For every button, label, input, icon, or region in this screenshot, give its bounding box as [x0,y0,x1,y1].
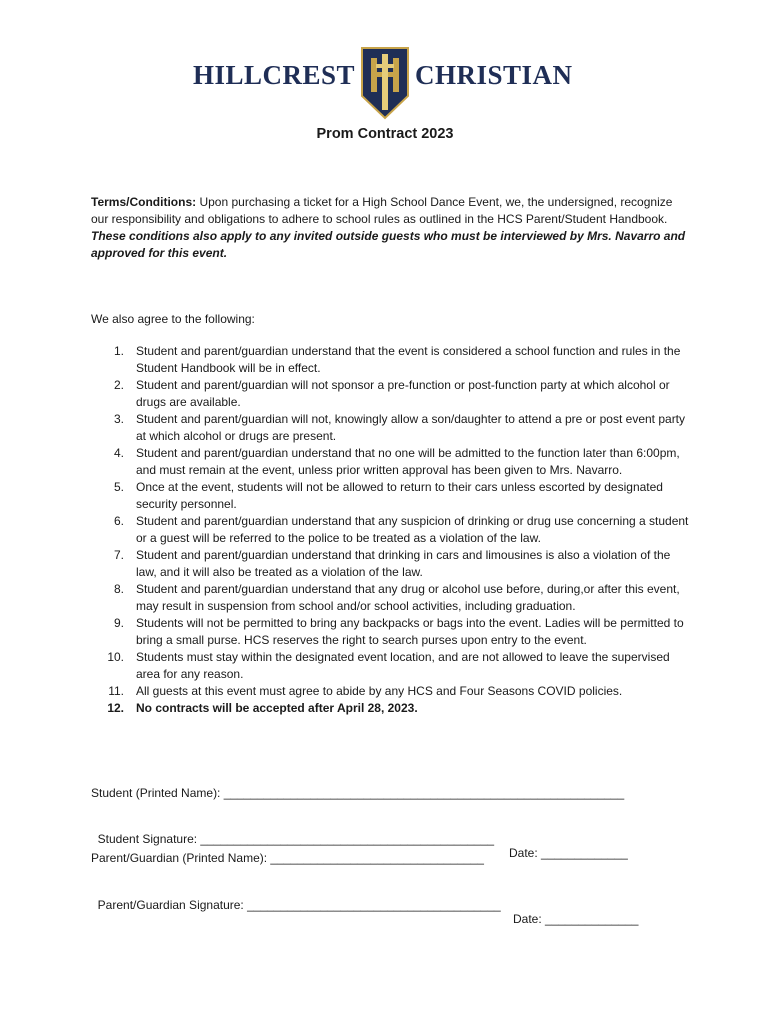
terms-text: Upon purchasing a ticket for a High School Dance Event, we, the undersigned, recognize our responsibility and obligations to adhere to school rules as outlined in the HCS Parent/Student Handbook. [91,195,673,226]
student-date-field[interactable]: Date: _____________ [509,846,628,860]
parent-printed-name-field[interactable]: Parent/Guardian (Printed Name): ________________________________ [91,851,484,865]
school-crest-logo [360,46,410,120]
school-name-left: HILLCREST [192,60,355,90]
list-item: 8. Student and parent/guardian understand that any drug or alcohol use before, during,or after this event, may result in suspension from school and/or school activities, including graduation. [113,582,680,613]
list-item: 3. Student and parent/guardian will not, knowingly allow a son/daughter to attend a pre or post event party at which alcohol or drugs are present. [113,412,686,443]
student-signature-line[interactable]: Student Signature: ____________________________________________ [97,832,495,846]
terms-emphasis: These conditions also apply to any invited outside guests who must be interviewed by Mrs. Navarro and approved for this event. [91,229,686,260]
list-item: 11. All guests at this event must agree to abide by any HCS and Four Seasons COVID policies. [108,684,623,698]
list-item: 5. Once at the event, students will not be allowed to return to their cars unless escorted by designated security personnel. [113,480,663,511]
student-printed-name-field[interactable]: Student (Printed Name): ____________________________________________________________ [91,786,625,800]
terms-label: Terms/Conditions: [91,195,197,209]
list-item: 7. Student and parent/guardian understand that drinking in cars and limousines is also a violation of the law, and it will also be treated as a violation of the law. [113,548,671,579]
terms-paragraph [91,194,691,262]
agree-intro: We also agree to the following: [91,312,255,326]
list-item: 2. Student and parent/guardian will not sponsor a pre-function or post-function party at which alcohol or drugs are available. [113,378,670,409]
school-name-right: CHRISTIAN [415,60,573,90]
list-item: 6. Student and parent/guardian understand that any suspicion of drinking or drug use concerning a student or a guest will be referred to the police to be treated as a violation of the law. [113,514,689,545]
document-title: Prom Contract 2023 [316,126,454,142]
conditions-list [91,343,691,717]
parent-date-field[interactable]: Date: ______________ [513,912,639,926]
list-item: 10. Students must stay within the designated event location, and are not allowed to leave the supervised area for any reason. [107,650,670,681]
list-item: 4. Student and parent/guardian understand that no one will be admitted to the function later than 6:00pm, and must remain at the event, unless prior written approval has been given to Mrs. Navarro. [113,446,680,477]
list-item: 12. No contracts will be accepted after April 28, 2023. [107,701,418,715]
list-item: 1. Student and parent/guardian understand that the event is considered a school function and rules in the Student Handbook will be in effect. [113,344,681,375]
list-item: 9. Students will not be permitted to bring any backpacks or bags into the event. Ladies will be permitted to bring a small purse. HCS reserves the right to search purses upon entry to the event. [113,616,684,647]
letterhead [0,46,770,120]
parent-signature-field[interactable] [91,884,639,926]
parent-signature-line[interactable]: Parent/Guardian Signature: ______________________________________ [97,898,501,912]
